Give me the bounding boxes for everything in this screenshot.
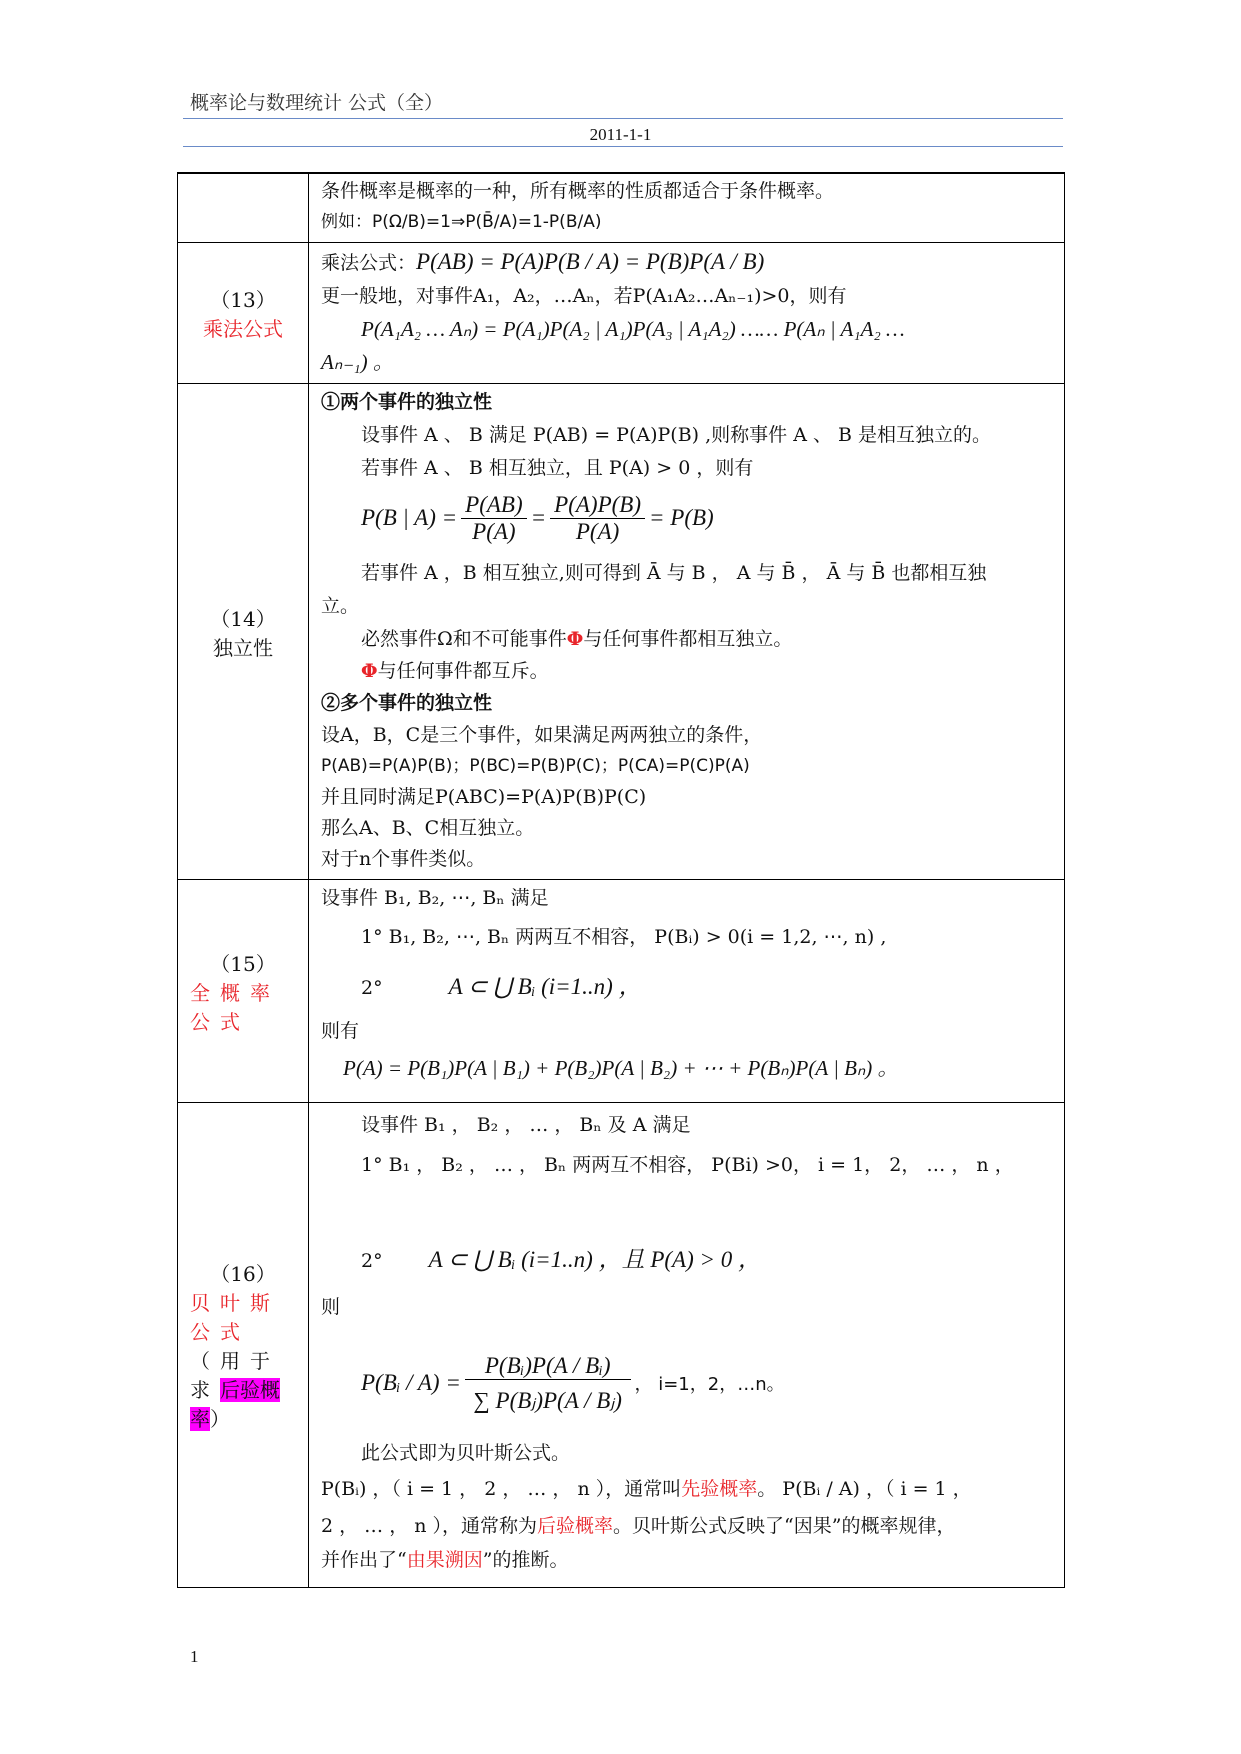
row-total-probability (178, 880, 1065, 1103)
text-line: 条件概率是概率的一种，所有概率的性质都适合于条件概率。 (321, 180, 835, 202)
text-line: 更一般地，对事件A₁，A₂，…Aₙ，若P(A₁A₂…Aₙ₋₁)>0，则有 (321, 285, 847, 307)
row-title: 乘法公式 (203, 317, 283, 341)
document-date: 2011-1-1 (589, 125, 652, 144)
text-line: 立。 (321, 595, 360, 617)
row-number: （15） (210, 951, 276, 976)
text-span: ”的推断。 (482, 1549, 569, 1571)
content-cell (309, 243, 1065, 384)
text-line: 并且同时满足P(ABC)=P(A)P(B)P(C) (321, 786, 647, 808)
text-line: 1° B₁ ， B₂ ， … ， Bₙ 两两互不相容， P(Bi) >0， i = 1， 2， … ， n ， (361, 1154, 1014, 1176)
fraction (461, 492, 526, 545)
formula (321, 1333, 1058, 1433)
text-line: 则 (321, 1296, 341, 1318)
content-cell (309, 880, 1065, 1103)
fraction (550, 492, 645, 545)
label-cell (178, 1103, 309, 1588)
formula: P(AB) = P(A)P(B / A) = P(B)P(A / B) (416, 249, 765, 274)
text-span: 必然事件Ω和不可能事件 (361, 628, 567, 650)
text-line (321, 959, 1058, 1015)
text-line: 对于n个事件类似。 (321, 848, 486, 870)
text-line (321, 1470, 1058, 1508)
row-number: （14） (210, 606, 276, 631)
formula-table (177, 172, 1065, 1588)
equals-sign: = (530, 505, 547, 530)
formula (321, 485, 1058, 551)
condition-label: 2° (361, 977, 383, 999)
label-cell (178, 384, 309, 880)
prior-term: 先验概率 (681, 1478, 758, 1500)
text-line: 则有 (321, 1020, 360, 1042)
row-number: （16） (210, 1262, 276, 1286)
text-span: 2 ， … ， n ），通常称为 (321, 1515, 538, 1537)
text-line: 若事件 A 、 B 相互独立，且 P(A) > 0 ，则有 (361, 457, 754, 479)
text-line (321, 245, 1058, 280)
section-heading: ②多个事件的独立性 (321, 692, 493, 714)
phi-symbol: Φ (566, 628, 584, 650)
denominator: P(A) (575, 518, 620, 544)
text-line (321, 623, 1058, 656)
formula-right: ， i=1，2，…n。 (634, 1374, 785, 1395)
content-cell (309, 173, 1065, 243)
row-note (178, 1345, 308, 1432)
text-span: P(Bᵢ) ，（ i = 1 ， 2 ， … ， n ），通常叫 (321, 1478, 682, 1500)
page-number: 1 (190, 1647, 199, 1666)
row-number: （13） (210, 288, 276, 312)
text-line (321, 1185, 1058, 1281)
row-multiplication (178, 243, 1065, 384)
row-title: 贝叶斯公式 (190, 1291, 280, 1344)
note-text: ） (210, 1407, 240, 1431)
label-cell (178, 243, 309, 384)
text-span: 与任何事件都互斥。 (377, 660, 549, 682)
formula: P(A) = P(B₁)P(A | B₁) + P(B₂)P(A | B₂) + ⋯ + P(Bₙ)P(A | Bₙ) 。 (343, 1056, 899, 1080)
formula-right: = P(B) (649, 505, 714, 530)
header-rule-bottom (183, 146, 1063, 147)
posterior-term: 后验概率 (537, 1515, 614, 1537)
formula: P(A₁A₂ … Aₙ) = P(A₁)P(A₂ | A₁)P(A₃ | A₁A₂) …… P(Aₙ | A₁A₂ … (361, 317, 905, 341)
label-cell (178, 173, 309, 243)
formula: Aₙ₋₁) 。 (321, 350, 394, 374)
text-line: 设事件 B₁, B₂, ⋯, Bₙ 满足 (321, 887, 549, 909)
text-line: 设事件 A 、 B 满足 P(AB) = P(A)P(B) ,则称事件 A 、 B 是相互独立的。 (361, 424, 991, 446)
row-title: 独立性 (213, 635, 273, 660)
text-line: 1° B₁, B₂, ⋯, Bₙ 两两互不相容， P(Bᵢ) > 0(i = 1,2, ⋯, n) , (361, 926, 887, 948)
formula-left: P(Bᵢ / A) = (361, 1370, 461, 1395)
text-span: 。贝叶斯公式反映了“因果”的概率规律， (613, 1515, 956, 1537)
text-span: 。 P(Bᵢ / A) ，（ i = 1 ， (757, 1478, 972, 1500)
denominator: ∑ P(Bⱼ)P(A / Bⱼ) (473, 1387, 622, 1413)
text-line: 此公式即为贝叶斯公式。 (361, 1442, 571, 1464)
text-line: 例如：P(Ω/B)=1⇒P(B̄/A)=1-P(B/A) (321, 212, 602, 232)
condition-label: 2° (361, 1250, 383, 1272)
row-independence (178, 384, 1065, 880)
formula: A ⊂ ⋃ Bᵢ (i=1..n) ， (448, 974, 642, 999)
header-rule-top (183, 118, 1063, 119)
numerator: P(Bᵢ)P(A / Bᵢ) (465, 1353, 631, 1380)
text-line: P(AB)=P(A)P(B)；P(BC)=P(B)P(C)；P(CA)=P(C)P(A) (321, 756, 750, 776)
cause-term: 由果溯因 (406, 1549, 483, 1571)
label-cell (178, 880, 309, 1103)
content-cell (309, 384, 1065, 880)
document-title: 概率论与数理统计 公式（全） (190, 92, 444, 114)
text-span: 与任何事件都相互独立。 (583, 628, 793, 650)
row-title: 全概率公式 (190, 980, 280, 1034)
lead-text: 乘法公式： (321, 252, 417, 274)
formula-left: P(B | A) = (361, 505, 458, 530)
text-line: 设事件 B₁ ， B₂ ， … ， Bₙ 及 A 满足 (361, 1114, 691, 1136)
text-span: 并作出了“ (321, 1549, 407, 1571)
highlighted-term: 后验概率 (190, 1378, 280, 1431)
content-cell (309, 1103, 1065, 1588)
row-bayes (178, 1103, 1065, 1588)
text-line: 那么A、B、C相互独立。 (321, 817, 535, 839)
formula: A ⊂ ⋃ Bᵢ (i=1..n) ，且 P(A) > 0 ， (428, 1247, 762, 1272)
text-line (321, 1508, 1058, 1544)
numerator: P(AB) (461, 492, 526, 519)
denominator: P(A) (472, 518, 516, 544)
text-line: 若事件 A ，B 相互独立,则可得到 Ā 与 B ， A 与 B̄ ， Ā 与 B̄ 也都相互独 (361, 562, 987, 584)
section-heading: ①两个事件的独立性 (321, 391, 493, 413)
phi-symbol: Φ (361, 660, 378, 682)
text-line (321, 1544, 1058, 1577)
fraction (465, 1353, 631, 1414)
numerator: P(A)P(B) (550, 492, 645, 519)
text-line: 设A，B，C是三个事件，如果满足两两独立的条件， (321, 724, 763, 746)
row-conditional (178, 173, 1065, 243)
note-text: （用于求 (190, 1349, 280, 1402)
text-line (321, 656, 1058, 687)
